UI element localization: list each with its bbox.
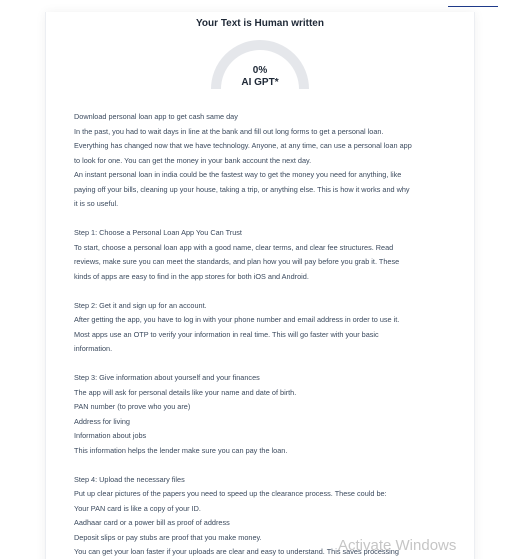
text-line: reviews, make sure you can meet the standards, and plan how you will pay before you grab it. These (74, 257, 400, 266)
result-title: Your Text is Human written (196, 18, 324, 29)
text-line: it is so useful. (74, 199, 119, 208)
text-line: This information helps the lender make sure you can pay the loan. (74, 445, 288, 455)
text-line: Aadhaar card or a power bill as proof of address (74, 518, 230, 527)
text-line: Step 4: Upload the necessary files (74, 474, 185, 484)
analyzed-text (74, 110, 446, 559)
text-line: The app will ask for personal details like your name and date of birth. (74, 387, 297, 397)
text-line: Step 2: Get it and sign up for an account. (74, 300, 207, 310)
text-line: Download personal loan app to get cash same day (74, 112, 238, 121)
text-line: Step 3: Give information about yourself and your finances (74, 373, 260, 382)
paragraph-gap (74, 357, 446, 372)
text-line: After getting the app, you have to log in with your phone number and email address in order to use it. (74, 315, 400, 324)
text-line: to look for one. You can get the money in your bank account the next day. (74, 155, 312, 165)
text-line: Most apps use an OTP to verify your information in real time. This will go faster with your basic (74, 329, 379, 339)
ai-score-label: AI GPT* (241, 77, 279, 88)
text-line: Put up clear pictures of the papers you need to speed up the clearance process. These could be: (74, 489, 387, 498)
result-card (45, 12, 475, 559)
text-line: paying off your bills, cleaning up your house, taking a trip, or anything else. This is how it works and why (74, 184, 410, 194)
windows-activation-watermark: Activate Windows (338, 537, 457, 554)
text-line: Step 1: Choose a Personal Loan App You Can Trust (74, 228, 242, 237)
text-line: Everything has changed now that we have technology. Anyone, at any time, can use a personal loan app (74, 141, 412, 150)
text-line: Information about jobs (74, 431, 147, 440)
ai-score-percent: 0% (252, 65, 268, 76)
text-line: An instant personal loan in india could be the fastest way to get the money you need for anything, like (74, 170, 402, 179)
text-line: Deposit slips or pay stubs are proof that you make money. (74, 532, 262, 542)
text-line: kinds of apps are easy to find in the app stores for both iOS and Android. (74, 271, 309, 281)
paragraph-gap (74, 212, 446, 227)
text-line: To start, choose a personal loan app with a good name, clear terms, and clear fee structures. Read (74, 242, 394, 252)
text-line: In the past, you had to wait days in line at the bank and fill out long forms to get a personal loan. (74, 126, 384, 136)
paragraph-gap (74, 458, 446, 473)
paragraph-gap (74, 284, 446, 299)
text-line: Your PAN card is like a copy of your ID. (74, 503, 201, 513)
text-line: information. (74, 344, 113, 353)
text-line: PAN number (to prove who you are) (74, 402, 191, 411)
text-line: Address for living (74, 416, 130, 426)
top-accent-line (448, 6, 498, 7)
text-line: You can get your loan faster if your uploads are clear and easy to understand. This saves processing (74, 547, 399, 556)
